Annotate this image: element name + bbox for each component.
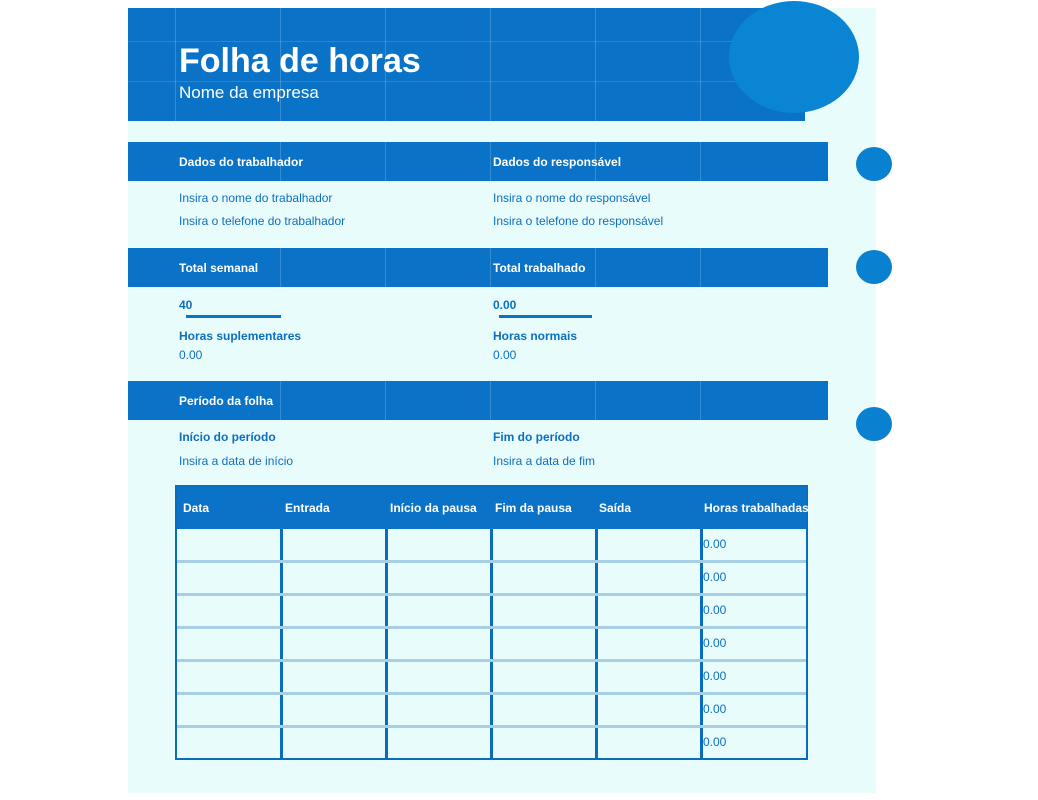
table-cell[interactable] bbox=[180, 628, 280, 658]
table-cell[interactable] bbox=[493, 694, 595, 724]
page-title[interactable]: Folha de horas bbox=[179, 42, 421, 80]
worker-data-heading: Dados do trabalhador bbox=[179, 155, 304, 169]
decorative-circle bbox=[729, 1, 859, 113]
weekly-total-underline bbox=[186, 315, 281, 318]
table-cell[interactable] bbox=[180, 562, 280, 592]
worker-name-field[interactable]: Insira o nome do trabalhador bbox=[179, 191, 333, 205]
manager-phone-field[interactable]: Insira o telefone do responsável bbox=[493, 214, 664, 228]
decorative-dot bbox=[856, 407, 892, 441]
table-cell[interactable] bbox=[388, 529, 490, 559]
table-cell[interactable] bbox=[388, 661, 490, 691]
table-cell[interactable] bbox=[598, 595, 700, 625]
table-cell[interactable] bbox=[493, 529, 595, 559]
overtime-label: Horas suplementares bbox=[179, 329, 302, 343]
period-end-field[interactable]: Insira a data de fim bbox=[493, 454, 596, 468]
table-cell[interactable] bbox=[283, 694, 385, 724]
column-header-break-start: Início da pausa bbox=[390, 501, 477, 515]
table-cell[interactable] bbox=[493, 727, 595, 757]
column-header-exit: Saída bbox=[599, 501, 632, 515]
table-cell[interactable] bbox=[703, 529, 806, 559]
row-divider bbox=[177, 560, 806, 563]
overtime-value[interactable]: 0.00 bbox=[179, 348, 203, 362]
regular-hours-label: Horas normais bbox=[493, 329, 578, 343]
table-cell[interactable] bbox=[388, 562, 490, 592]
hours-worked-value: 0.00 bbox=[703, 702, 727, 716]
table-cell[interactable] bbox=[703, 595, 806, 625]
table-cell[interactable] bbox=[598, 661, 700, 691]
table-cell[interactable] bbox=[703, 694, 806, 724]
table-cell[interactable] bbox=[703, 628, 806, 658]
decorative-dot bbox=[856, 250, 892, 284]
company-name[interactable]: Nome da empresa bbox=[179, 83, 319, 102]
column-header-entry: Entrada bbox=[285, 501, 330, 515]
hours-worked-value: 0.00 bbox=[703, 537, 727, 551]
worked-total-heading: Total trabalhado bbox=[493, 261, 586, 275]
table-cell[interactable] bbox=[703, 727, 806, 757]
table-cell[interactable] bbox=[180, 529, 280, 559]
table-cell[interactable] bbox=[283, 562, 385, 592]
table-cell[interactable] bbox=[180, 727, 280, 757]
manager-name-field[interactable]: Insira o nome do responsável bbox=[493, 191, 651, 205]
table-cell[interactable] bbox=[493, 661, 595, 691]
column-header-hours-worked: Horas trabalhadas bbox=[704, 501, 809, 515]
table-cell[interactable] bbox=[598, 529, 700, 559]
worker-phone-field[interactable]: Insira o telefone do trabalhador bbox=[179, 214, 346, 228]
table-cell[interactable] bbox=[283, 628, 385, 658]
manager-data-heading: Dados do responsável bbox=[493, 155, 622, 169]
row-divider bbox=[177, 626, 806, 629]
table-cell[interactable] bbox=[598, 628, 700, 658]
period-end-label: Fim do período bbox=[493, 430, 580, 444]
table-cell[interactable] bbox=[493, 562, 595, 592]
table-cell[interactable] bbox=[493, 595, 595, 625]
table-cell[interactable] bbox=[703, 562, 806, 592]
worked-total-value[interactable]: 0.00 bbox=[493, 298, 517, 312]
table-cell[interactable] bbox=[283, 595, 385, 625]
table-cell[interactable] bbox=[388, 595, 490, 625]
table-cell[interactable] bbox=[493, 628, 595, 658]
weekly-total-heading: Total semanal bbox=[179, 261, 259, 275]
table-cell[interactable] bbox=[598, 727, 700, 757]
table-cell[interactable] bbox=[598, 562, 700, 592]
period-section-header bbox=[128, 381, 828, 420]
row-divider bbox=[177, 692, 806, 695]
timesheet-table bbox=[175, 485, 808, 760]
table-cell[interactable] bbox=[703, 661, 806, 691]
worked-total-underline bbox=[499, 315, 592, 318]
column-header-date: Data bbox=[183, 501, 210, 515]
period-start-field[interactable]: Insira a data de início bbox=[179, 454, 294, 468]
table-header bbox=[177, 487, 809, 529]
table-cell[interactable] bbox=[388, 727, 490, 757]
table-cell[interactable] bbox=[598, 694, 700, 724]
worker-section-header bbox=[128, 142, 828, 181]
hours-worked-value: 0.00 bbox=[703, 636, 727, 650]
decorative-dot bbox=[856, 147, 892, 181]
regular-hours-value[interactable]: 0.00 bbox=[493, 348, 517, 362]
table-cell[interactable] bbox=[388, 628, 490, 658]
table-cell[interactable] bbox=[180, 595, 280, 625]
hours-worked-value: 0.00 bbox=[703, 669, 727, 683]
table-cell[interactable] bbox=[180, 694, 280, 724]
hours-worked-value: 0.00 bbox=[703, 735, 727, 749]
row-divider bbox=[177, 659, 806, 662]
hours-worked-value: 0.00 bbox=[703, 603, 727, 617]
table-cell[interactable] bbox=[283, 529, 385, 559]
row-divider bbox=[177, 593, 806, 596]
period-heading: Período da folha bbox=[179, 394, 274, 408]
table-cell[interactable] bbox=[388, 694, 490, 724]
totals-section-header bbox=[128, 248, 828, 287]
table-cell[interactable] bbox=[283, 727, 385, 757]
table-cell[interactable] bbox=[180, 661, 280, 691]
weekly-total-value[interactable]: 40 bbox=[179, 298, 193, 312]
table-cell[interactable] bbox=[283, 661, 385, 691]
hours-worked-value: 0.00 bbox=[703, 570, 727, 584]
row-divider bbox=[177, 725, 806, 728]
column-header-break-end: Fim da pausa bbox=[495, 501, 572, 515]
title-banner bbox=[128, 8, 805, 121]
period-start-label: Início do período bbox=[179, 430, 276, 444]
